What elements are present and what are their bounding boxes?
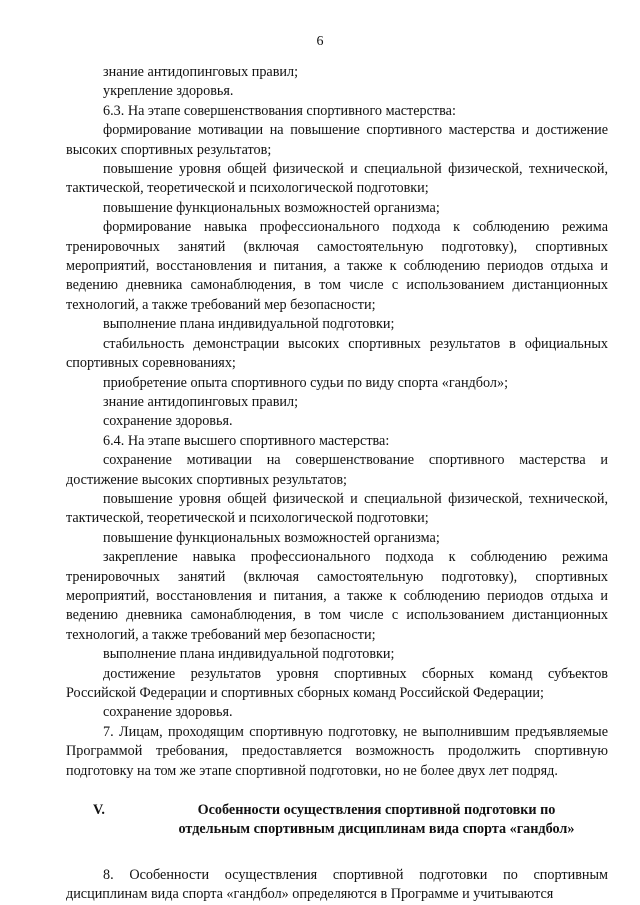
section-heading — [66, 801, 608, 840]
list-item: повышение уровня общей физической и специальной физической, технической, тактической, теоретической и психологической подготовки; — [66, 161, 608, 197]
list-item: знание антидопинговых правил; — [103, 393, 299, 410]
list-item: сохранение здоровья. — [103, 413, 233, 430]
list-item: укрепление здоровья. — [103, 83, 234, 100]
list-item: достижение результатов уровня спортивных сборных команд субъектов Российской Федерации и спортивных сборных команд Российской Федерации; — [66, 665, 608, 701]
list-item: сохранение здоровья. — [103, 704, 233, 721]
list-item: повышение уровня общей физической и специальной физической, технической, тактической, теоретической и психологической подготовки; — [66, 490, 608, 527]
list-item: формирование навыка профессионального подхода к соблюдению режима тренировочных занятий (включая самостоятельную подготовку), спортивных мероприятий, восстановления и питания, а также к соблюдению периодов отдыха и ведению дневника самонаблюдения, в том числе с использованием дистанционных технологий, а также требований мер безопасности; — [66, 219, 608, 313]
list-item: стабильность демонстрации высоких спортивных результатов в официальных спортивных соревнованиях; — [66, 335, 608, 372]
list-item: закрепление навыка профессионального подхода к соблюдению режима тренировочных занятий (включая самостоятельную подготовку), спортивных мероприятий, восстановления и питания, а также к соблюдению периодов отдыха и ведению дневника самонаблюдения, в том числе с использованием дистанционных технологий, а также требований мер безопасности; — [66, 549, 608, 643]
page-number: 6 — [316, 34, 324, 49]
paragraph-7: 7. Лицам, проходящим спортивную подготовку, не выполнившим предъявляемые Программой требования, предоставляется возможность продолжить спортивную подготовку на том же этапе спортивной подготовки, но не более двух лет подряд. — [66, 723, 608, 779]
section-number: V. — [93, 802, 105, 819]
list-item: формирование мотивации на повышение спортивного мастерства и достижение высоких спортивных результатов; — [66, 122, 608, 158]
paragraph-8: 8. Особенности осуществления спортивной подготовки по спортивным дисциплинам вида спорта «гандбол» определяются в Программе и учитываются — [66, 866, 608, 903]
list-item: повышение функциональных возможностей организма; — [103, 529, 440, 546]
document-body — [66, 63, 608, 905]
list-item: повышение функциональных возможностей организма; — [103, 199, 440, 216]
subsection-title: 6.4. На этапе высшего спортивного мастерства: — [103, 432, 390, 449]
list-item: знание антидопинговых правил; — [103, 64, 299, 80]
section-title: Особенности осуществления спортивной подготовки по отдельным спортивным дисциплинам вида спорта «гандбол» — [178, 802, 575, 838]
list-item: приобретение опыта спортивного судьи по виду спорта «гандбол»; — [103, 374, 509, 391]
list-item: выполнение плана индивидуальной подготовки; — [103, 316, 395, 333]
list-item: выполнение плана индивидуальной подготовки; — [103, 646, 395, 663]
list-item: сохранение мотивации на совершенствование спортивного мастерства и достижение высоких спортивных результатов; — [66, 452, 608, 488]
subsection-title: 6.3. На этапе совершенствования спортивного мастерства: — [103, 102, 456, 119]
